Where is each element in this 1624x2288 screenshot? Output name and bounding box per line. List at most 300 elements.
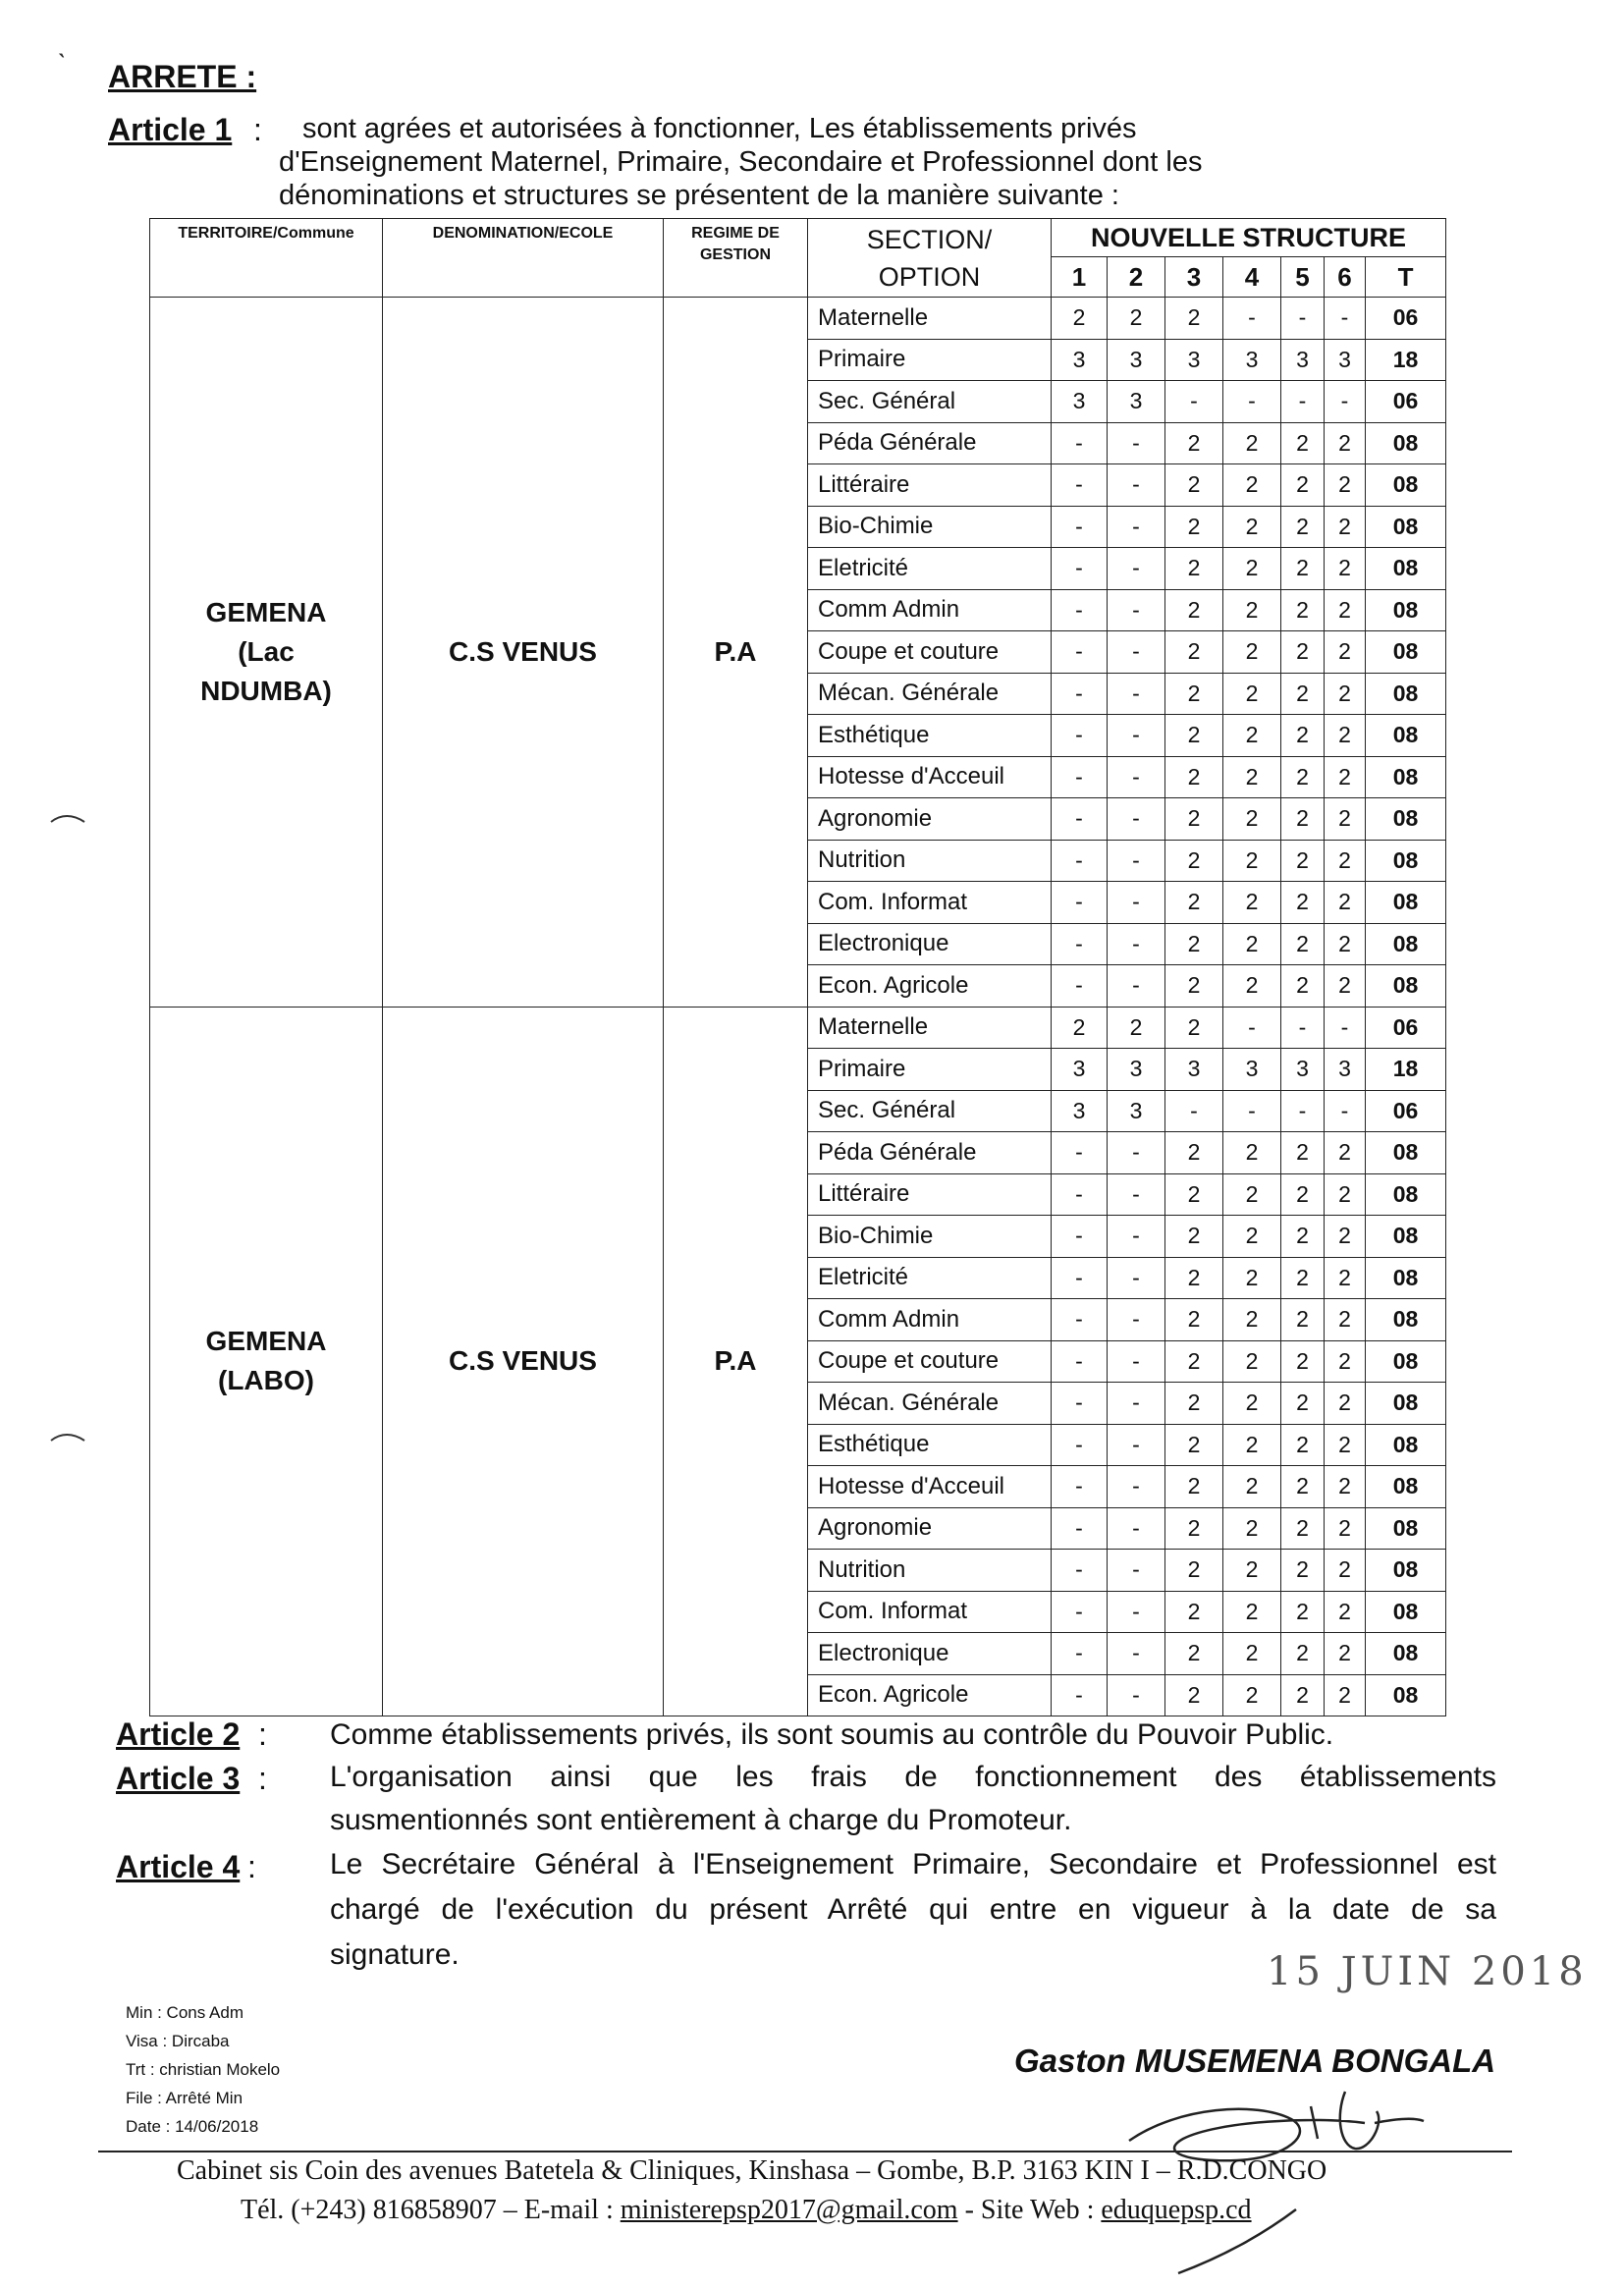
year-6-cell: 2: [1325, 1173, 1366, 1216]
article-1-line-1: sont agrées et autorisées à fonctionner, Les établissements privés: [302, 113, 1137, 144]
year-3-cell: 2: [1165, 1257, 1223, 1299]
year-1-cell: 2: [1052, 1007, 1108, 1049]
year-6-cell: 2: [1325, 1674, 1366, 1716]
article-3-colon: :: [258, 1761, 267, 1796]
year-1-cell: 2: [1052, 298, 1108, 340]
year-4-cell: 3: [1223, 1049, 1281, 1091]
total-cell: 08: [1366, 1591, 1446, 1633]
year-2-cell: -: [1108, 840, 1165, 882]
section-option-cell: Agronomie: [808, 798, 1052, 841]
year-5-cell: 2: [1281, 1424, 1325, 1466]
total-cell: 08: [1366, 464, 1446, 507]
article-4-label: Article 4: [116, 1849, 241, 1884]
total-cell: 08: [1366, 756, 1446, 798]
year-4-cell: 2: [1223, 965, 1281, 1008]
year-1-cell: -: [1052, 1132, 1108, 1174]
footer-email-link[interactable]: ministerepsp2017@gmail.com: [620, 2195, 958, 2225]
year-2-cell: 3: [1108, 339, 1165, 381]
year-4-cell: 2: [1223, 464, 1281, 507]
year-3-cell: 2: [1165, 506, 1223, 548]
year-3-cell: 2: [1165, 589, 1223, 631]
total-cell: 08: [1366, 1507, 1446, 1550]
total-cell: 08: [1366, 1216, 1446, 1258]
section-option-cell: Eletricité: [808, 1257, 1052, 1299]
year-6-cell: 2: [1325, 1216, 1366, 1258]
year-5-cell: 2: [1281, 464, 1325, 507]
year-4-cell: 2: [1223, 1424, 1281, 1466]
header-option: OPTION: [878, 261, 981, 292]
header-col-5: 5: [1281, 257, 1325, 298]
section-option-cell: Littéraire: [808, 464, 1052, 507]
article-2-text: Comme établissements privés, ils sont soumis au contrôle du Pouvoir Public.: [330, 1718, 1334, 1751]
total-cell: 08: [1366, 422, 1446, 464]
year-6-cell: 2: [1325, 1340, 1366, 1383]
year-4-cell: 2: [1223, 1507, 1281, 1550]
year-5-cell: 2: [1281, 1550, 1325, 1592]
year-5-cell: 2: [1281, 1507, 1325, 1550]
year-4-cell: 2: [1223, 1173, 1281, 1216]
year-4-cell: 2: [1223, 589, 1281, 631]
year-3-cell: 2: [1165, 673, 1223, 715]
year-3-cell: 2: [1165, 1299, 1223, 1341]
header-denomination: DENOMINATION/ECOLE: [383, 219, 664, 298]
territoire-line: (LABO): [218, 1365, 314, 1396]
section-option-cell: Maternelle: [808, 298, 1052, 340]
year-5-cell: -: [1281, 381, 1325, 423]
year-3-cell: 2: [1165, 1173, 1223, 1216]
year-2-cell: -: [1108, 1424, 1165, 1466]
year-4-cell: 2: [1223, 422, 1281, 464]
section-option-cell: Bio-Chimie: [808, 506, 1052, 548]
year-2-cell: -: [1108, 1383, 1165, 1425]
footer-address: Cabinet sis Coin des avenues Batetela & Cliniques, Kinshasa – Gombe, B.P. 3163 KIN I – R.D.CONGO: [177, 2155, 1327, 2186]
article-4-line-2: chargé de l'exécution du présent Arrêté qui entre en vigueur à la date de sa: [330, 1893, 1496, 1926]
header-col-4: 4: [1223, 257, 1281, 298]
year-1-cell: 3: [1052, 1090, 1108, 1132]
total-cell: 08: [1366, 506, 1446, 548]
year-2-cell: -: [1108, 506, 1165, 548]
total-cell: 08: [1366, 1466, 1446, 1508]
year-1-cell: -: [1052, 1591, 1108, 1633]
section-option-cell: Mécan. Générale: [808, 673, 1052, 715]
year-5-cell: -: [1281, 1090, 1325, 1132]
year-3-cell: 2: [1165, 1466, 1223, 1508]
year-3-cell: 2: [1165, 548, 1223, 590]
year-5-cell: 3: [1281, 339, 1325, 381]
year-1-cell: 3: [1052, 1049, 1108, 1091]
section-option-cell: Com. Informat: [808, 882, 1052, 924]
year-1-cell: -: [1052, 589, 1108, 631]
article-2-colon: :: [258, 1716, 267, 1752]
section-option-cell: Littéraire: [808, 1173, 1052, 1216]
section-option-cell: Esthétique: [808, 1424, 1052, 1466]
year-6-cell: 2: [1325, 1132, 1366, 1174]
section-option-cell: Sec. Général: [808, 1090, 1052, 1132]
year-1-cell: -: [1052, 1173, 1108, 1216]
section-option-cell: Coupe et couture: [808, 631, 1052, 674]
year-6-cell: 2: [1325, 1507, 1366, 1550]
year-1-cell: -: [1052, 1340, 1108, 1383]
total-cell: 08: [1366, 631, 1446, 674]
territoire-line: NDUMBA): [200, 675, 332, 706]
year-3-cell: 2: [1165, 756, 1223, 798]
year-1-cell: 3: [1052, 339, 1108, 381]
year-1-cell: -: [1052, 1507, 1108, 1550]
section-option-cell: Mécan. Générale: [808, 1383, 1052, 1425]
total-cell: 06: [1366, 1007, 1446, 1049]
section-option-cell: Coupe et couture: [808, 1340, 1052, 1383]
territoire-line: GEMENA: [205, 1326, 327, 1357]
year-3-cell: 2: [1165, 298, 1223, 340]
signer-name: Gaston MUSEMENA BONGALA: [1014, 2043, 1496, 2079]
header-nouvelle-structure: NOUVELLE STRUCTURE: [1052, 219, 1446, 257]
year-4-cell: 3: [1223, 339, 1281, 381]
year-5-cell: -: [1281, 1007, 1325, 1049]
date-stamp: 15 JUIN 2018: [1267, 1949, 1588, 1994]
section-option-cell: Comm Admin: [808, 589, 1052, 631]
territoire-line: GEMENA: [205, 596, 327, 627]
footer-tel: Tél. (+243) 816858907 – E-mail :: [241, 2195, 621, 2225]
section-option-cell: Bio-Chimie: [808, 1216, 1052, 1258]
note-file: File : Arrêté Min: [126, 2089, 244, 2107]
total-cell: 08: [1366, 1340, 1446, 1383]
note-visa: Visa : Dircaba: [126, 2032, 230, 2050]
year-4-cell: 2: [1223, 1340, 1281, 1383]
section-option-cell: Péda Générale: [808, 422, 1052, 464]
year-2-cell: -: [1108, 1674, 1165, 1716]
total-cell: 08: [1366, 589, 1446, 631]
total-cell: 08: [1366, 882, 1446, 924]
year-2-cell: 3: [1108, 381, 1165, 423]
section-option-cell: Econ. Agricole: [808, 965, 1052, 1008]
year-1-cell: -: [1052, 923, 1108, 965]
year-1-cell: -: [1052, 756, 1108, 798]
year-4-cell: 2: [1223, 1591, 1281, 1633]
year-5-cell: 2: [1281, 965, 1325, 1008]
year-2-cell: -: [1108, 1466, 1165, 1508]
year-4-cell: 2: [1223, 631, 1281, 674]
year-2-cell: -: [1108, 464, 1165, 507]
year-2-cell: -: [1108, 1633, 1165, 1675]
header-section: SECTION/: [866, 224, 993, 254]
territoire-cell: [150, 298, 383, 1008]
year-2-cell: -: [1108, 756, 1165, 798]
year-2-cell: -: [1108, 1257, 1165, 1299]
total-cell: 08: [1366, 1674, 1446, 1716]
section-option-cell: Nutrition: [808, 840, 1052, 882]
year-2-cell: 3: [1108, 1090, 1165, 1132]
header-territoire: TERRITOIRE/Commune: [150, 219, 383, 298]
year-6-cell: 2: [1325, 548, 1366, 590]
year-2-cell: -: [1108, 1173, 1165, 1216]
year-5-cell: 2: [1281, 1132, 1325, 1174]
year-4-cell: 2: [1223, 548, 1281, 590]
total-cell: 06: [1366, 1090, 1446, 1132]
total-cell: 08: [1366, 1173, 1446, 1216]
article-1-label: Article 1: [108, 112, 233, 147]
year-5-cell: 2: [1281, 673, 1325, 715]
year-6-cell: 2: [1325, 715, 1366, 757]
year-6-cell: 2: [1325, 1591, 1366, 1633]
section-option-cell: Hotesse d'Acceuil: [808, 756, 1052, 798]
article-3-label: Article 3: [116, 1761, 241, 1796]
footer-divider: [98, 2151, 1512, 2152]
year-4-cell: 2: [1223, 1216, 1281, 1258]
footer-site-label: - Site Web :: [957, 2195, 1102, 2225]
footer-website-link[interactable]: eduquepsp.cd: [1101, 2195, 1252, 2225]
table-row: [150, 1007, 1446, 1049]
year-4-cell: 2: [1223, 715, 1281, 757]
year-6-cell: 2: [1325, 756, 1366, 798]
year-6-cell: -: [1325, 1007, 1366, 1049]
year-3-cell: 2: [1165, 715, 1223, 757]
year-2-cell: -: [1108, 548, 1165, 590]
year-3-cell: 2: [1165, 1216, 1223, 1258]
territoire-cell: [150, 1007, 383, 1716]
year-5-cell: 2: [1281, 1173, 1325, 1216]
year-5-cell: 2: [1281, 1633, 1325, 1675]
year-1-cell: -: [1052, 464, 1108, 507]
section-option-cell: Maternelle: [808, 1007, 1052, 1049]
year-5-cell: 2: [1281, 1674, 1325, 1716]
year-5-cell: 2: [1281, 1216, 1325, 1258]
year-3-cell: -: [1165, 1090, 1223, 1132]
header-col-2: 2: [1108, 257, 1165, 298]
year-1-cell: -: [1052, 1383, 1108, 1425]
year-6-cell: 2: [1325, 1257, 1366, 1299]
year-3-cell: 2: [1165, 464, 1223, 507]
year-3-cell: 2: [1165, 1674, 1223, 1716]
year-4-cell: 2: [1223, 673, 1281, 715]
article-4-line-1: Le Secrétaire Général à l'Enseignement Primaire, Secondaire et Professionnel est: [330, 1848, 1496, 1880]
year-3-cell: 2: [1165, 840, 1223, 882]
total-cell: 08: [1366, 1132, 1446, 1174]
year-4-cell: 2: [1223, 756, 1281, 798]
year-1-cell: -: [1052, 422, 1108, 464]
year-2-cell: 2: [1108, 1007, 1165, 1049]
year-6-cell: 2: [1325, 965, 1366, 1008]
year-5-cell: 2: [1281, 1340, 1325, 1383]
year-2-cell: -: [1108, 1507, 1165, 1550]
hole-punch-mark: [49, 810, 88, 830]
header-col-3: 3: [1165, 257, 1223, 298]
structure-table: [149, 218, 1446, 1716]
year-6-cell: 2: [1325, 1550, 1366, 1592]
year-5-cell: 2: [1281, 1383, 1325, 1425]
year-6-cell: 2: [1325, 589, 1366, 631]
year-2-cell: -: [1108, 965, 1165, 1008]
year-6-cell: 2: [1325, 506, 1366, 548]
header-regime: REGIME DE GESTION: [664, 219, 808, 298]
year-3-cell: 3: [1165, 1049, 1223, 1091]
note-date: Date : 14/06/2018: [126, 2117, 259, 2136]
note-min: Min : Cons Adm: [126, 2003, 244, 2022]
year-6-cell: 3: [1325, 339, 1366, 381]
year-1-cell: -: [1052, 882, 1108, 924]
year-2-cell: -: [1108, 798, 1165, 841]
year-5-cell: 2: [1281, 840, 1325, 882]
year-4-cell: 2: [1223, 1550, 1281, 1592]
year-6-cell: 2: [1325, 840, 1366, 882]
year-1-cell: -: [1052, 1257, 1108, 1299]
year-4-cell: -: [1223, 381, 1281, 423]
year-6-cell: 2: [1325, 422, 1366, 464]
article-1-line-3: dénominations et structures se présentent de la manière suivante :: [279, 180, 1119, 211]
header-col-t: T: [1366, 257, 1446, 298]
year-2-cell: -: [1108, 1299, 1165, 1341]
regime-cell: P.A: [664, 1007, 808, 1716]
year-5-cell: 2: [1281, 715, 1325, 757]
section-option-cell: Comm Admin: [808, 1299, 1052, 1341]
year-3-cell: 2: [1165, 631, 1223, 674]
year-1-cell: -: [1052, 1674, 1108, 1716]
year-3-cell: 2: [1165, 798, 1223, 841]
total-cell: 08: [1366, 1257, 1446, 1299]
article-2-label: Article 2: [116, 1716, 241, 1752]
section-option-cell: Primaire: [808, 1049, 1052, 1091]
year-3-cell: 2: [1165, 422, 1223, 464]
year-5-cell: -: [1281, 298, 1325, 340]
year-4-cell: 2: [1223, 1383, 1281, 1425]
year-1-cell: -: [1052, 1424, 1108, 1466]
year-5-cell: 2: [1281, 1299, 1325, 1341]
section-option-cell: Agronomie: [808, 1507, 1052, 1550]
year-2-cell: -: [1108, 882, 1165, 924]
year-3-cell: 2: [1165, 1007, 1223, 1049]
total-cell: 08: [1366, 1383, 1446, 1425]
section-option-cell: Econ. Agricole: [808, 1674, 1052, 1716]
year-4-cell: 2: [1223, 1633, 1281, 1675]
table-row: [150, 298, 1446, 340]
year-2-cell: 3: [1108, 1049, 1165, 1091]
total-cell: 08: [1366, 548, 1446, 590]
year-4-cell: -: [1223, 1090, 1281, 1132]
year-2-cell: -: [1108, 715, 1165, 757]
year-4-cell: -: [1223, 1007, 1281, 1049]
year-6-cell: 2: [1325, 1383, 1366, 1425]
year-5-cell: 2: [1281, 756, 1325, 798]
year-6-cell: 2: [1325, 923, 1366, 965]
header-col-6: 6: [1325, 257, 1366, 298]
total-cell: 08: [1366, 798, 1446, 841]
year-1-cell: -: [1052, 1216, 1108, 1258]
header-section-option: [808, 219, 1052, 298]
year-1-cell: -: [1052, 548, 1108, 590]
year-4-cell: 2: [1223, 923, 1281, 965]
year-6-cell: 2: [1325, 631, 1366, 674]
year-6-cell: 2: [1325, 1424, 1366, 1466]
year-5-cell: 2: [1281, 589, 1325, 631]
year-5-cell: 2: [1281, 798, 1325, 841]
year-1-cell: -: [1052, 715, 1108, 757]
year-1-cell: -: [1052, 631, 1108, 674]
year-2-cell: -: [1108, 422, 1165, 464]
year-2-cell: -: [1108, 673, 1165, 715]
year-6-cell: 2: [1325, 464, 1366, 507]
denomination-cell: C.S VENUS: [383, 298, 664, 1008]
year-6-cell: 3: [1325, 1049, 1366, 1091]
article-1-line-2: d'Enseignement Maternel, Primaire, Secondaire et Professionnel dont les: [279, 146, 1203, 178]
year-2-cell: 2: [1108, 298, 1165, 340]
year-2-cell: -: [1108, 923, 1165, 965]
year-1-cell: -: [1052, 673, 1108, 715]
year-3-cell: 2: [1165, 1550, 1223, 1592]
year-6-cell: 2: [1325, 882, 1366, 924]
year-5-cell: 2: [1281, 548, 1325, 590]
section-option-cell: Péda Générale: [808, 1132, 1052, 1174]
article-3-line-2: susmentionnés sont entièrement à charge du Promoteur.: [330, 1804, 1072, 1836]
year-6-cell: 2: [1325, 1466, 1366, 1508]
total-cell: 18: [1366, 339, 1446, 381]
year-1-cell: -: [1052, 798, 1108, 841]
year-1-cell: 3: [1052, 381, 1108, 423]
section-option-cell: Esthétique: [808, 715, 1052, 757]
total-cell: 08: [1366, 1299, 1446, 1341]
year-4-cell: -: [1223, 298, 1281, 340]
year-5-cell: 2: [1281, 1591, 1325, 1633]
total-cell: 06: [1366, 381, 1446, 423]
territoire-line: (Lac: [238, 635, 295, 667]
section-option-cell: Eletricité: [808, 548, 1052, 590]
total-cell: 08: [1366, 965, 1446, 1008]
year-4-cell: 2: [1223, 1299, 1281, 1341]
section-option-cell: Com. Informat: [808, 1591, 1052, 1633]
year-3-cell: 2: [1165, 1424, 1223, 1466]
year-1-cell: -: [1052, 1299, 1108, 1341]
regime-cell: P.A: [664, 298, 808, 1008]
year-1-cell: -: [1052, 1466, 1108, 1508]
year-6-cell: -: [1325, 1090, 1366, 1132]
article-1-colon: :: [253, 112, 262, 147]
year-5-cell: 2: [1281, 882, 1325, 924]
year-6-cell: -: [1325, 381, 1366, 423]
year-5-cell: 2: [1281, 923, 1325, 965]
year-6-cell: -: [1325, 298, 1366, 340]
year-4-cell: 2: [1223, 1257, 1281, 1299]
year-3-cell: 2: [1165, 882, 1223, 924]
year-4-cell: 2: [1223, 1674, 1281, 1716]
year-4-cell: 2: [1223, 798, 1281, 841]
total-cell: 08: [1366, 1424, 1446, 1466]
year-5-cell: 2: [1281, 506, 1325, 548]
year-5-cell: 3: [1281, 1049, 1325, 1091]
section-option-cell: Hotesse d'Acceuil: [808, 1466, 1052, 1508]
margin-mark: ˋ: [57, 49, 67, 82]
year-6-cell: 2: [1325, 798, 1366, 841]
year-3-cell: 2: [1165, 1132, 1223, 1174]
total-cell: 06: [1366, 298, 1446, 340]
year-1-cell: -: [1052, 965, 1108, 1008]
year-3-cell: 2: [1165, 1383, 1223, 1425]
year-4-cell: 2: [1223, 506, 1281, 548]
total-cell: 08: [1366, 1633, 1446, 1675]
decree-heading: ARRETE :: [108, 59, 257, 94]
article-4-colon: :: [247, 1849, 256, 1884]
year-2-cell: -: [1108, 1340, 1165, 1383]
year-6-cell: 2: [1325, 673, 1366, 715]
year-3-cell: 2: [1165, 1633, 1223, 1675]
total-cell: 08: [1366, 1550, 1446, 1592]
year-4-cell: 2: [1223, 882, 1281, 924]
year-2-cell: -: [1108, 1216, 1165, 1258]
section-option-cell: Electronique: [808, 923, 1052, 965]
routing-notes: [126, 1998, 280, 2141]
year-1-cell: -: [1052, 840, 1108, 882]
header-col-1: 1: [1052, 257, 1108, 298]
total-cell: 08: [1366, 923, 1446, 965]
year-1-cell: -: [1052, 1550, 1108, 1592]
year-1-cell: -: [1052, 1633, 1108, 1675]
